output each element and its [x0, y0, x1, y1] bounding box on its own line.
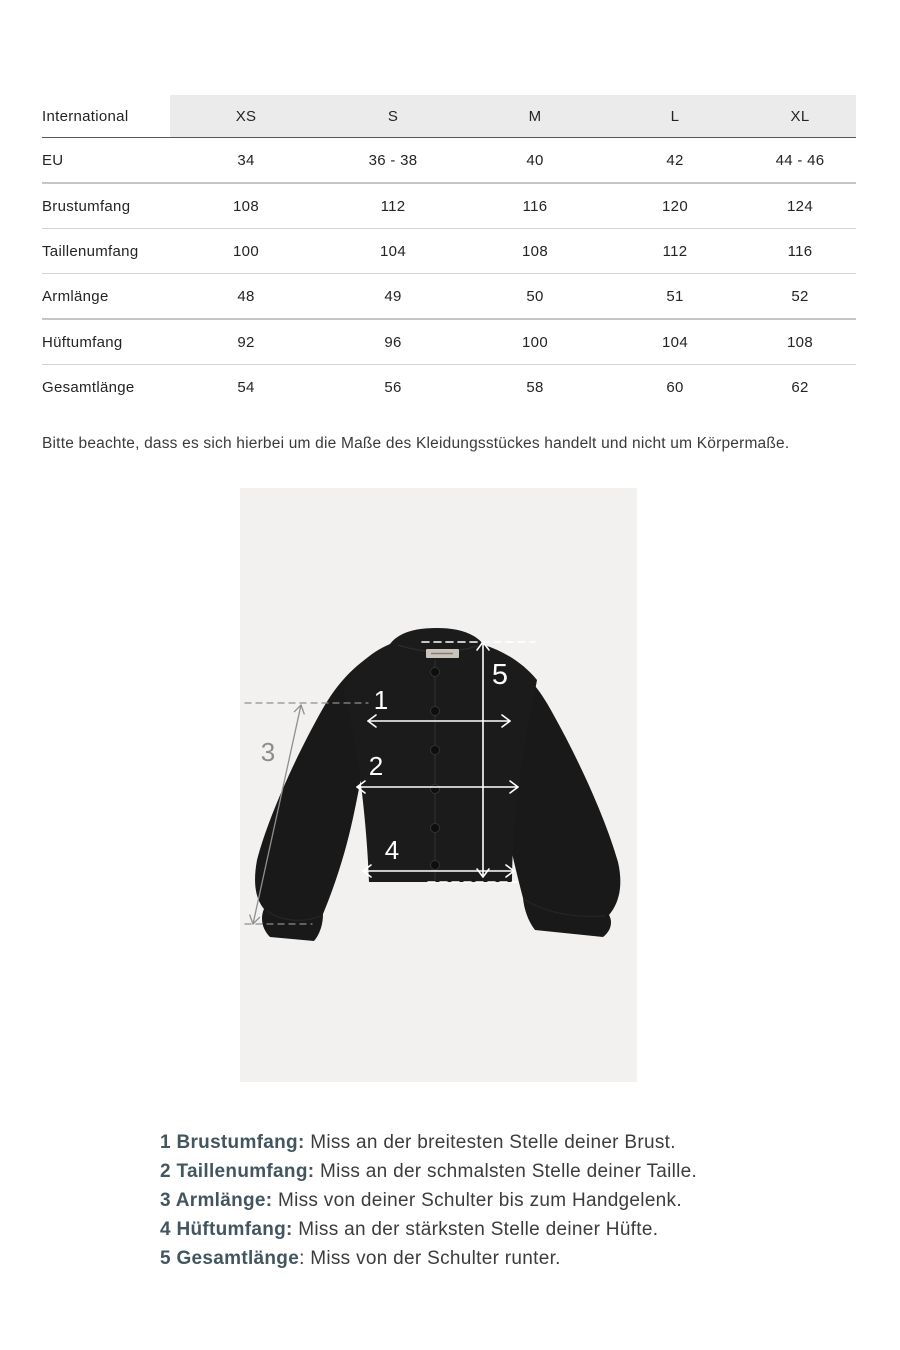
legend-item-length: [160, 1244, 820, 1273]
legend-term: 1 Brustumfang:: [160, 1132, 305, 1153]
cell-value: 48: [170, 274, 322, 320]
size-column-header-xl: XL: [744, 95, 856, 138]
cell-value: 108: [464, 229, 606, 274]
table-row-chest: [42, 183, 856, 229]
cell-value: 52: [744, 274, 856, 320]
legend-item-chest: [160, 1128, 820, 1157]
cell-value: 36 - 38: [322, 138, 464, 184]
measure-label-length: 5: [491, 659, 509, 691]
measure-label-waist: 2: [368, 751, 384, 781]
legend-description: Miss an der breitesten Stelle deiner Brust.: [304, 1132, 676, 1153]
cell-value: 104: [322, 229, 464, 274]
cell-value: 112: [606, 229, 744, 274]
cell-value: 56: [384, 378, 402, 396]
size-table: [42, 95, 856, 409]
legend-term: 3 Armlänge:: [160, 1190, 273, 1211]
cell-value: 124: [744, 183, 856, 229]
table-row-waist: [42, 229, 856, 274]
cell-value: 96: [322, 319, 464, 365]
cell-value: 108: [744, 319, 856, 365]
cell-value: 54: [237, 378, 255, 396]
table-row-length: [42, 365, 856, 410]
legend-item-waist: [160, 1157, 820, 1186]
table-corner-label: International: [42, 95, 170, 138]
cell-value: 42: [606, 138, 744, 184]
row-label: Armlänge: [42, 274, 170, 320]
row-label: Taillenumfang: [42, 229, 170, 274]
legend-description: Miss an der stärksten Stelle deiner Hüfte.: [292, 1219, 659, 1240]
legend-term: 2 Taillenumfang:: [160, 1161, 315, 1182]
cell-value: 58: [526, 378, 544, 396]
cell-value: 108: [170, 183, 322, 229]
row-label: EU: [42, 138, 170, 184]
row-label: Hüftumfang: [42, 319, 170, 365]
neck-tag: [426, 649, 459, 658]
legend-term: 5 Gesamtlänge: [160, 1248, 300, 1269]
size-column-header-l: L: [606, 95, 744, 138]
cell-value: 51: [606, 274, 744, 320]
size-column-header-xs: XS: [170, 95, 322, 138]
cell-value: 100: [464, 319, 606, 365]
cell-value: 112: [322, 183, 464, 229]
cell-value: 44 - 46: [744, 138, 856, 184]
row-label: Gesamtlänge: [42, 378, 135, 396]
cell-value: 100: [170, 229, 322, 274]
cell-value: 62: [791, 378, 809, 396]
legend-term: 4 Hüftumfang:: [160, 1219, 293, 1240]
cell-value: 50: [464, 274, 606, 320]
legend-description: : Miss von der Schulter runter.: [299, 1248, 561, 1269]
measurement-diagram: [240, 488, 637, 1082]
table-row-arm: [42, 274, 856, 320]
measurement-legend: [160, 1128, 820, 1273]
measure-label-hip: 4: [384, 835, 400, 865]
row-label: Brustumfang: [42, 183, 170, 229]
size-column-header-m: M: [464, 95, 606, 138]
table-row-eu: [42, 138, 856, 184]
cell-value: 104: [606, 319, 744, 365]
cell-value: 116: [464, 183, 606, 229]
size-table-header-row: [42, 95, 856, 138]
legend-item-hip: [160, 1215, 820, 1244]
cell-value: 60: [666, 378, 684, 396]
legend-item-arm: [160, 1186, 820, 1215]
table-row-hip: [42, 319, 856, 365]
measure-label-chest: 1: [373, 685, 389, 715]
cell-value: 92: [170, 319, 322, 365]
legend-description: Miss von deiner Schulter bis zum Handgelenk.: [272, 1190, 682, 1211]
cell-value: 120: [606, 183, 744, 229]
measure-label-arm: 3: [260, 737, 276, 767]
cell-value: 116: [744, 229, 856, 274]
legend-description: Miss an der schmalsten Stelle deiner Taille.: [314, 1161, 698, 1182]
cell-value: 34: [170, 138, 322, 184]
cell-value: 40: [464, 138, 606, 184]
garment-measure-note: Bitte beachte, dass es sich hierbei um die Maße des Kleidungsstückes handelt und nicht um Körpermaße.: [42, 434, 790, 452]
size-column-header-s: S: [322, 95, 464, 138]
cell-value: 49: [322, 274, 464, 320]
